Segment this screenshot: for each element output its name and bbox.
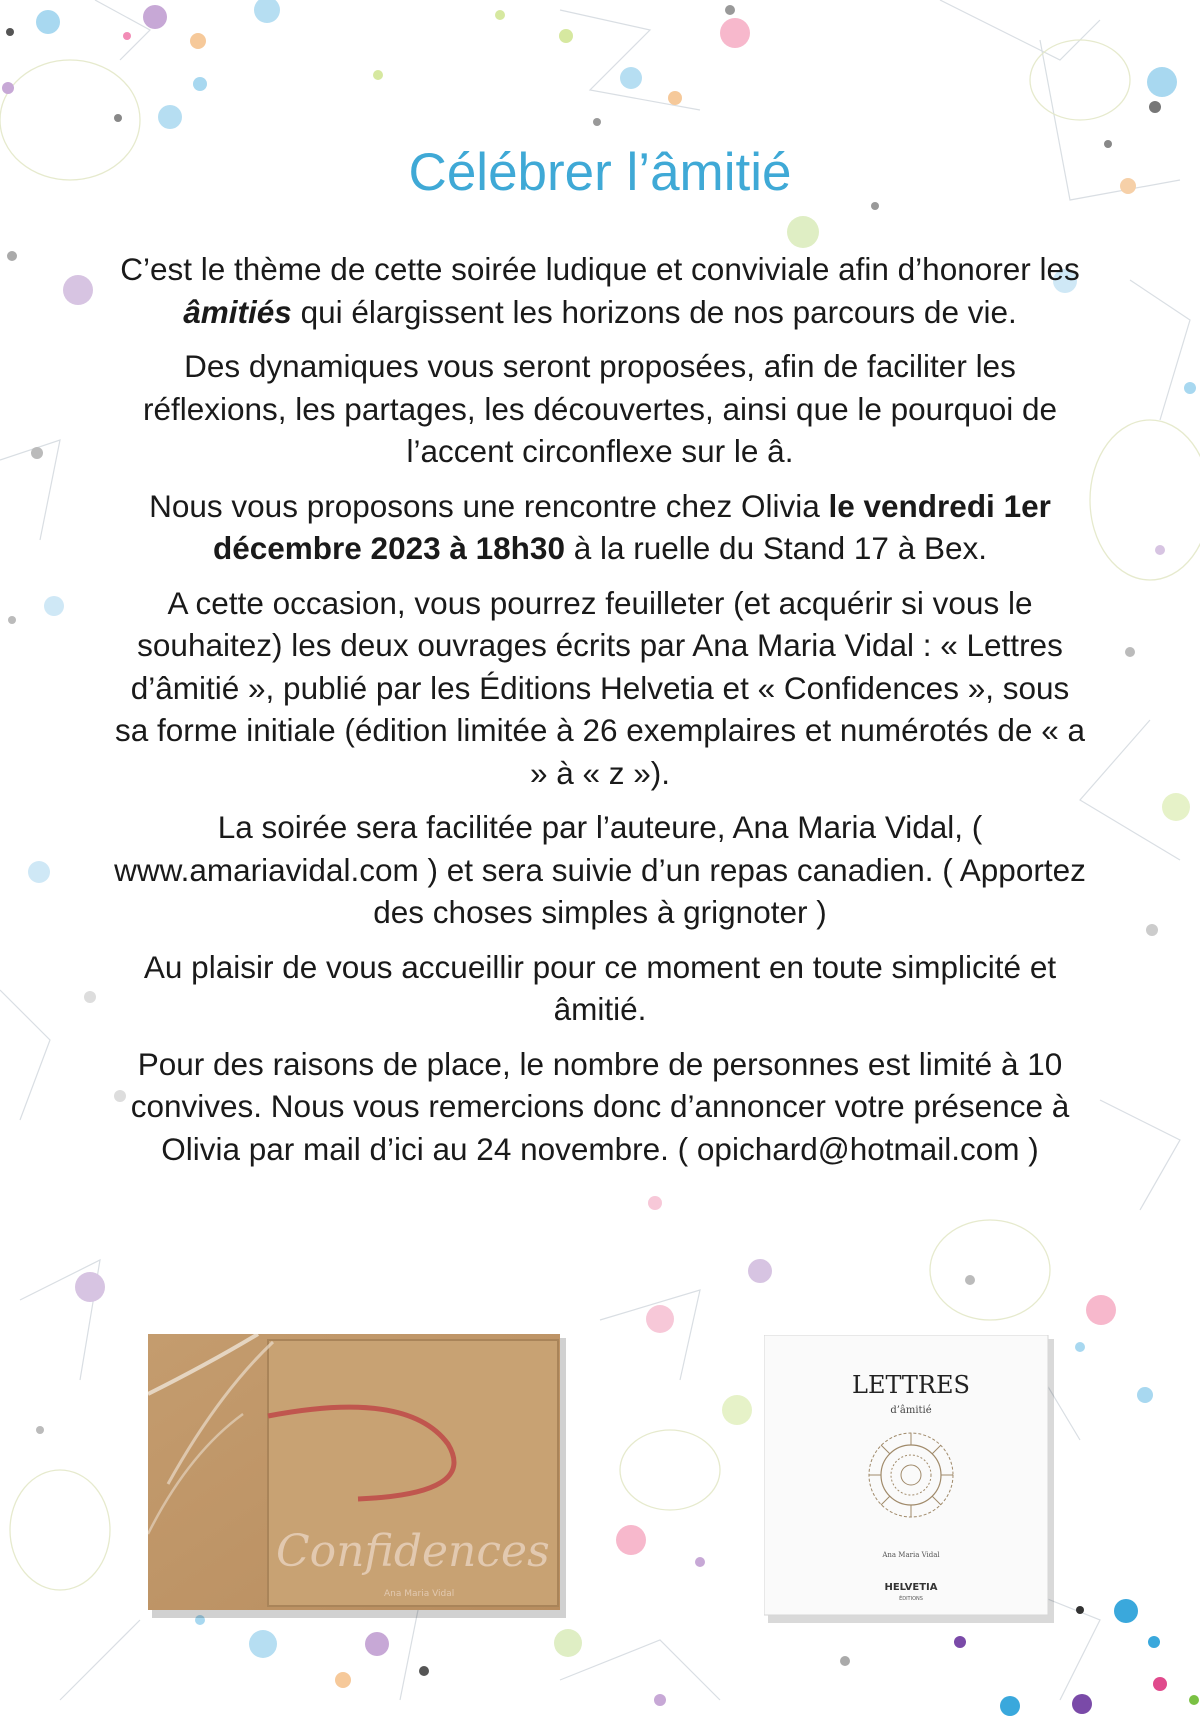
lettres-book-image xyxy=(764,1335,1054,1623)
paragraph-welcome: Au plaisir de vous accueillir pour ce moment en toute simplicité et âmitié. xyxy=(143,948,1057,1027)
lettres-cover-title: LETTRES xyxy=(852,1371,970,1399)
confidences-cover-author: Ana Maria Vidal xyxy=(384,1589,455,1599)
body-text xyxy=(110,248,1090,1182)
lettres-cover-author: Ana Maria Vidal xyxy=(882,1551,940,1559)
paragraph-meeting-text-after: à la ruelle du Stand 17 à Bex. xyxy=(564,530,988,566)
confidences-book-image xyxy=(148,1334,568,1620)
emphasis-amities: âmitiés xyxy=(183,293,292,330)
paragraph-theme xyxy=(110,248,1090,333)
helvetia-logo-sub: ÉDITIONS xyxy=(899,1596,923,1602)
paragraph-dynamics: Des dynamiques vous seront proposées, afin de faciliter les réflexions, les partages, les découvertes, ainsi que le pourquoi de l’accent circonflexe sur le â. xyxy=(142,348,1058,469)
lettres-cover-subtitle: d’âmitié xyxy=(890,1405,932,1416)
helvetia-logo: HELVETIA xyxy=(884,1582,938,1593)
paragraph-host: La soirée sera facilitée par l’auteure, Ana Maria Vidal, ( www.amariavidal.com ) et sera suivie d’un repas canadien. ( Apportez des choses simples à grignoter ) xyxy=(114,809,1086,930)
paragraph-theme-text-before: C’est le thème de cette soirée ludique et conviviale afin d’honorer les xyxy=(120,251,1080,287)
page-title: Célébrer l’âmitié xyxy=(408,143,792,202)
paragraph-theme-text-after: qui élargissent les horizons de nos parcours de vie. xyxy=(291,293,1017,330)
paragraph-meeting xyxy=(110,485,1090,570)
confidences-cover-title: Confidences xyxy=(276,1526,550,1577)
event-date-time: le vendredi 1er décembre 2023 à 18h30 xyxy=(212,487,1051,566)
paragraph-rsvp: Pour des raisons de place, le nombre de personnes est limité à 10 convives. Nous vous remercions donc d’annoncer votre présence à Olivia par mail d’ici au 24 novembre. ( opichard@hotmail.com ) xyxy=(130,1045,1070,1167)
paragraph-books: A cette occasion, vous pourrez feuilleter (et acquérir si vous le souhaitez) les deux ouvrages écrits par Ana Maria Vidal : « Lettres d’âmitié », publié par les Éditions Helvetia et « Confidences », sous sa forme initiale (édition limitée à 26 exemplaires et numérotés de « a » à « z »). xyxy=(115,584,1085,791)
paragraph-meeting-text-before: Nous vous proposons une rencontre chez Olivia xyxy=(149,487,829,524)
